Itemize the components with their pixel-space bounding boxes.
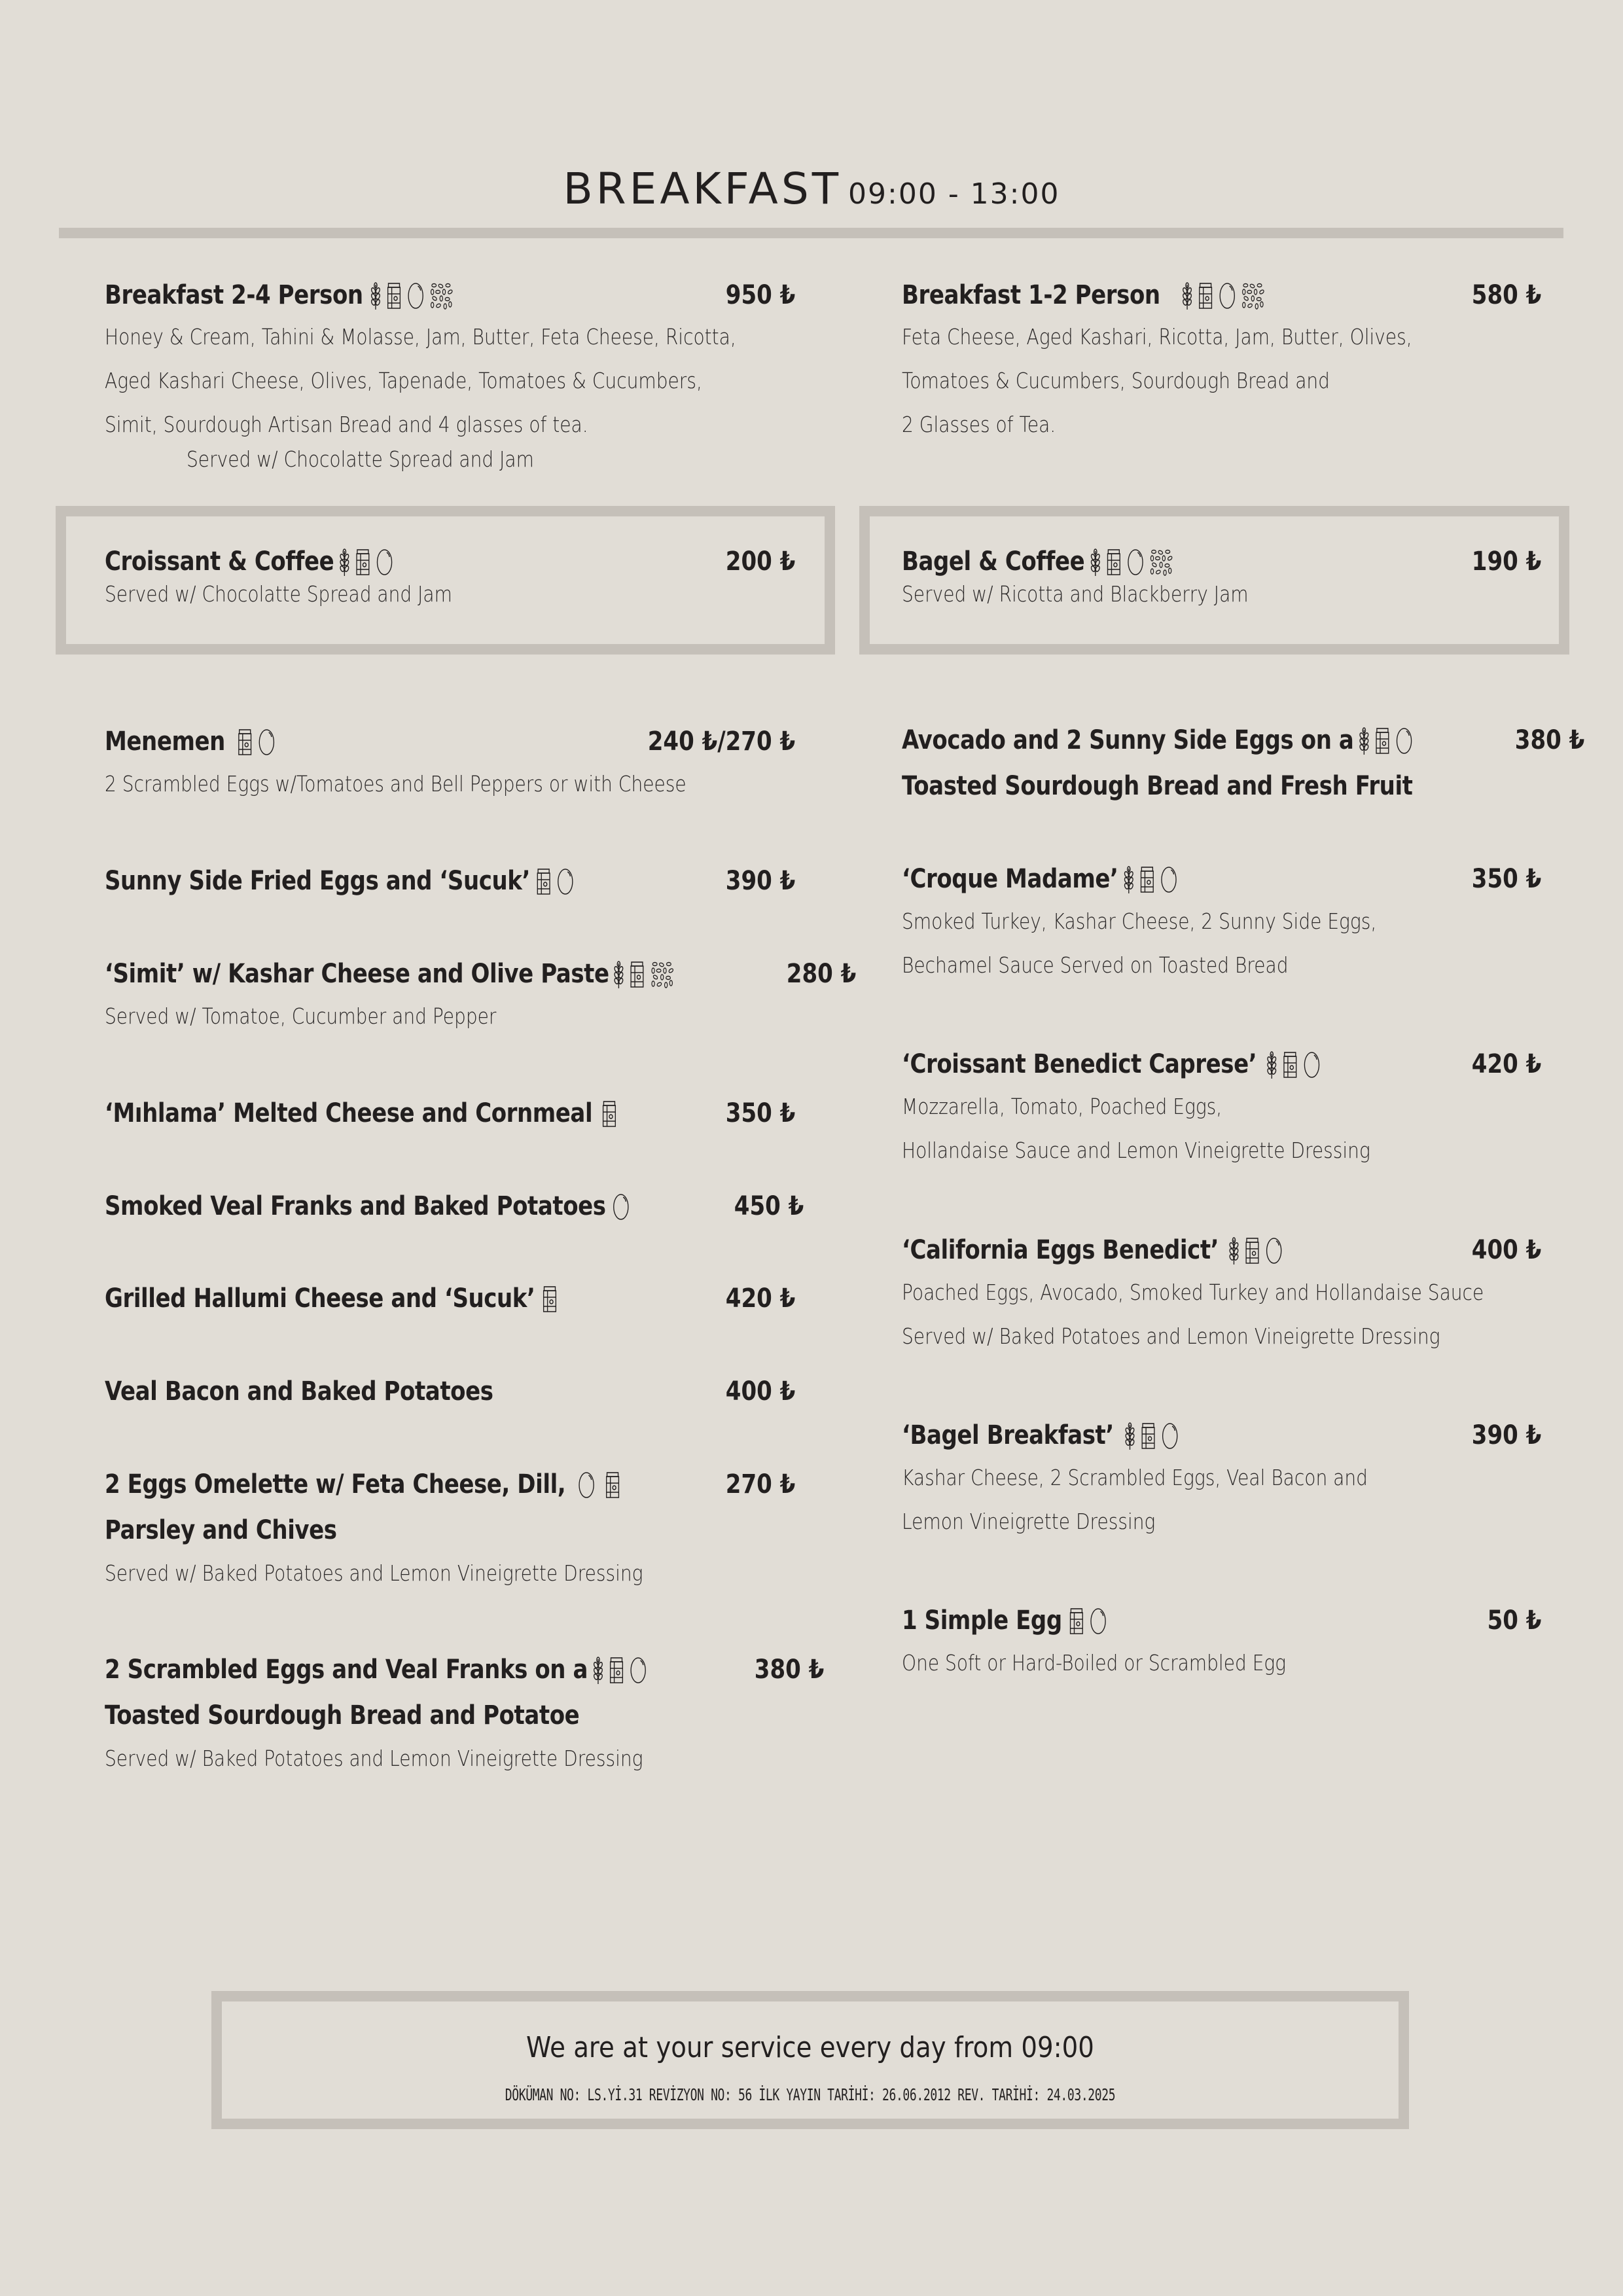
- egg-icon: [1127, 547, 1144, 576]
- item-name: Breakfast 1-2 Person: [902, 280, 1160, 310]
- sesame-icon: [1241, 282, 1265, 310]
- item-desc: Aged Kashari Cheese, Olives, Tapenade, Tomatoes & Cucumbers,: [105, 368, 702, 393]
- egg-icon: [578, 1470, 595, 1499]
- allergen-icons: [613, 1189, 630, 1223]
- item-price: 390 ₺: [1471, 1420, 1541, 1450]
- item-price: 400 ₺: [1471, 1235, 1541, 1265]
- milk-carton-icon: [238, 728, 253, 756]
- item-desc: Served w/ Baked Potatoes and Lemon Vineigrette Dressing: [105, 1746, 643, 1771]
- allergen-icons: [1267, 1047, 1321, 1081]
- menu-item-breakfast-1-2: [902, 278, 1541, 446]
- egg-icon: [1162, 1421, 1179, 1450]
- menu-item-mihlama: [105, 1096, 795, 1130]
- item-name: ‘Croissant Benedict Caprese’: [902, 1049, 1257, 1079]
- menu-hours: 09:00 - 13:00: [848, 177, 1060, 211]
- menu-item-croissant-benedict: [902, 1047, 1541, 1172]
- wheat-icon: [1228, 1237, 1238, 1265]
- menu-item-sunny-side-sucuk: [105, 864, 795, 898]
- item-name: Smoked Veal Franks and Baked Potatoes: [105, 1191, 606, 1221]
- item-name: Menemen: [105, 726, 225, 757]
- item-price: 420 ₺: [725, 1283, 795, 1314]
- item-price: 200 ₺: [725, 547, 795, 577]
- item-price: 420 ₺: [1471, 1049, 1541, 1079]
- item-desc: 2 Glasses of Tea.: [902, 412, 1056, 437]
- milk-carton-icon: [1244, 1237, 1260, 1265]
- item-price: 390 ₺: [725, 866, 795, 896]
- service-hours-note: We are at your service every day from 09:00: [526, 2031, 1094, 2064]
- wheat-icon: [1090, 548, 1100, 576]
- menu-item-simit: [105, 957, 856, 1038]
- menu-item-croissant-coffee: [105, 545, 795, 610]
- allergen-icons: [1228, 1233, 1282, 1267]
- menu-item-bagel-coffee: [902, 545, 1541, 610]
- item-name-line2: Parsley and Chives: [105, 1515, 337, 1545]
- egg-icon: [376, 547, 393, 576]
- wheat-icon: [594, 1657, 603, 1684]
- item-name: Avocado and 2 Sunny Side Eggs on a: [902, 725, 1354, 755]
- item-price: 240 ₺/270 ₺: [647, 726, 795, 757]
- item-desc: Served w/ Baked Potatoes and Lemon Vineigrette Dressing: [105, 1560, 643, 1586]
- allergen-icons: [1069, 1604, 1107, 1638]
- item-desc: Bechamel Sauce Served on Toasted Bread: [902, 952, 1289, 978]
- allergen-icons: [371, 278, 454, 312]
- item-desc: Mozzarella, Tomato, Poached Eggs,: [902, 1094, 1222, 1119]
- item-desc: Tomatoes & Cucumbers, Sourdough Bread and: [902, 368, 1330, 393]
- milk-carton-icon: [1375, 727, 1391, 755]
- item-price: 380 ₺: [1515, 725, 1585, 755]
- item-name: Veal Bacon and Baked Potatoes: [105, 1376, 493, 1407]
- milk-carton-icon: [355, 548, 371, 576]
- item-price: 270 ₺: [725, 1469, 795, 1499]
- document-revision-info: DÖKÜMAN NO: LS.Yİ.31 REVİZYON NO: 56 İLK YAYIN TARİHİ: 26.06.2012 REV. TARİHİ: 24.03.2025: [505, 2085, 1116, 2104]
- item-price: 580 ₺: [1471, 280, 1541, 310]
- item-price: 400 ₺: [725, 1376, 795, 1407]
- milk-carton-icon: [542, 1285, 558, 1313]
- menu-item-hallumi: [105, 1282, 795, 1316]
- item-price: 50 ₺: [1487, 1605, 1541, 1636]
- milk-carton-icon: [1141, 1422, 1156, 1450]
- milk-carton-icon: [1282, 1051, 1298, 1079]
- item-name: Grilled Hallumi Cheese and ‘Sucuk’: [105, 1283, 535, 1314]
- item-name: ‘Croque Madame’: [902, 864, 1118, 894]
- allergen-icons: [613, 957, 673, 991]
- menu-item-scrambled-franks: [105, 1653, 825, 1780]
- milk-carton-icon: [386, 282, 402, 310]
- allergen-icons: [1125, 1418, 1179, 1452]
- item-desc: Served w/ Chocolatte Spread and Jam: [187, 446, 534, 472]
- menu-item-avocado-eggs: [902, 723, 1585, 803]
- item-price: 380 ₺: [755, 1655, 825, 1685]
- allergen-icons: [238, 725, 276, 759]
- sesame-icon: [651, 961, 674, 988]
- wheat-icon: [613, 961, 623, 988]
- wheat-icon: [1359, 727, 1369, 755]
- item-desc: Simit, Sourdough Artisan Bread and 4 glasses of tea.: [105, 412, 588, 437]
- item-desc: Served w/ Ricotta and Blackberry Jam: [902, 581, 1249, 607]
- menu-item-simple-egg: [902, 1604, 1541, 1685]
- milk-carton-icon: [605, 1471, 620, 1499]
- menu-item-breakfast-2-4: [105, 278, 795, 473]
- egg-icon: [613, 1192, 630, 1221]
- menu-item-veal-franks: [105, 1189, 804, 1223]
- item-price: 950 ₺: [725, 280, 795, 310]
- item-desc: Kashar Cheese, 2 Scrambled Eggs, Veal Bacon and: [902, 1465, 1368, 1490]
- item-name: 2 Eggs Omelette w/ Feta Cheese, Dill,: [105, 1469, 566, 1499]
- wheat-icon: [1183, 282, 1192, 310]
- item-desc: Feta Cheese, Aged Kashari, Ricotta, Jam, Butter, Olives,: [902, 324, 1412, 350]
- milk-carton-icon: [1198, 282, 1213, 310]
- allergen-icons: [535, 864, 573, 898]
- item-desc: Honey & Cream, Tahini & Molasse, Jam, Butter, Feta Cheese, Ricotta,: [105, 324, 736, 350]
- menu-item-california-benedict: [902, 1233, 1541, 1358]
- wheat-icon: [1124, 866, 1133, 893]
- milk-carton-icon: [601, 1100, 617, 1128]
- egg-icon: [1219, 281, 1236, 310]
- egg-icon: [557, 867, 574, 895]
- item-name: Croissant & Coffee: [105, 547, 334, 577]
- wheat-icon: [371, 282, 381, 310]
- egg-icon: [630, 1655, 647, 1684]
- item-name: ‘Bagel Breakfast’: [902, 1420, 1114, 1450]
- menu-item-veal-bacon: [105, 1374, 795, 1408]
- allergen-icons: [1183, 278, 1265, 312]
- egg-icon: [259, 727, 276, 756]
- menu-item-bagel-breakfast: [902, 1418, 1541, 1543]
- item-desc: Lemon Vineigrette Dressing: [902, 1509, 1156, 1534]
- item-name: Bagel & Coffee: [902, 547, 1085, 577]
- menu-item-omelette: [105, 1467, 795, 1595]
- allergen-icons: [340, 545, 393, 579]
- item-name: 2 Scrambled Eggs and Veal Franks on a: [105, 1655, 588, 1685]
- item-price: 190 ₺: [1471, 547, 1541, 577]
- menu-item-menemen: [105, 725, 795, 806]
- sesame-icon: [1149, 548, 1173, 576]
- wheat-icon: [340, 548, 349, 576]
- egg-icon: [408, 281, 425, 310]
- milk-carton-icon: [1106, 548, 1122, 576]
- item-name: ‘Simit’ w/ Kashar Cheese and Olive Paste: [105, 959, 609, 989]
- egg-icon: [1160, 865, 1177, 893]
- item-desc: Hollandaise Sauce and Lemon Vineigrette Dressing: [902, 1138, 1370, 1163]
- header-divider: [59, 228, 1563, 238]
- wheat-icon: [1267, 1051, 1277, 1079]
- egg-icon: [1396, 726, 1413, 755]
- allergen-icons: [601, 1096, 617, 1130]
- item-name-line2: Toasted Sourdough Bread and Fresh Fruit: [902, 771, 1413, 801]
- item-desc: Served w/ Tomatoe, Cucumber and Pepper: [105, 1003, 497, 1029]
- item-desc: 2 Scrambled Eggs w/Tomatoes and Bell Peppers or with Cheese: [105, 771, 687, 797]
- menu-item-croque-madame: [902, 862, 1541, 987]
- wheat-icon: [1125, 1422, 1135, 1450]
- item-desc: Served w/ Chocolatte Spread and Jam: [105, 581, 452, 607]
- item-price: 350 ₺: [1471, 864, 1541, 894]
- item-price: 450 ₺: [734, 1191, 804, 1221]
- allergen-icons: [1090, 545, 1173, 579]
- milk-carton-icon: [1139, 866, 1155, 893]
- item-desc: Served w/ Baked Potatoes and Lemon Vineigrette Dressing: [902, 1323, 1440, 1349]
- milk-carton-icon: [609, 1657, 624, 1684]
- item-price: 350 ₺: [725, 1098, 795, 1128]
- item-name-line2: Toasted Sourdough Bread and Potatoe: [105, 1700, 580, 1731]
- item-name: ‘Mıhlama’ Melted Cheese and Cornmeal: [105, 1098, 593, 1128]
- menu-header: [0, 164, 1623, 214]
- allergen-icons: [594, 1653, 647, 1687]
- item-desc: One Soft or Hard-Boiled or Scrambled Egg: [902, 1650, 1287, 1676]
- item-name: 1 Simple Egg: [902, 1605, 1062, 1636]
- item-name: ‘California Eggs Benedict’: [902, 1235, 1219, 1265]
- milk-carton-icon: [1069, 1607, 1084, 1635]
- item-price: 280 ₺: [786, 959, 856, 989]
- menu-title: BREAKFAST: [563, 164, 842, 214]
- item-name: Sunny Side Fried Eggs and ‘Sucuk’: [105, 866, 530, 896]
- egg-icon: [1266, 1236, 1283, 1265]
- sesame-icon: [430, 282, 454, 310]
- milk-carton-icon: [535, 868, 551, 895]
- service-footer: [211, 1991, 1409, 2129]
- milk-carton-icon: [629, 961, 645, 988]
- egg-icon: [1090, 1606, 1107, 1635]
- item-desc: Poached Eggs, Avocado, Smoked Turkey and Hollandaise Sauce: [902, 1280, 1484, 1305]
- item-desc: Smoked Turkey, Kashar Cheese, 2 Sunny Side Eggs,: [902, 908, 1377, 934]
- egg-icon: [1304, 1050, 1321, 1079]
- allergen-icons: [1359, 723, 1413, 757]
- allergen-icons: [1124, 862, 1177, 896]
- allergen-icons: [578, 1467, 620, 1501]
- item-name: Breakfast 2-4 Person: [105, 280, 363, 310]
- allergen-icons: [542, 1282, 558, 1316]
